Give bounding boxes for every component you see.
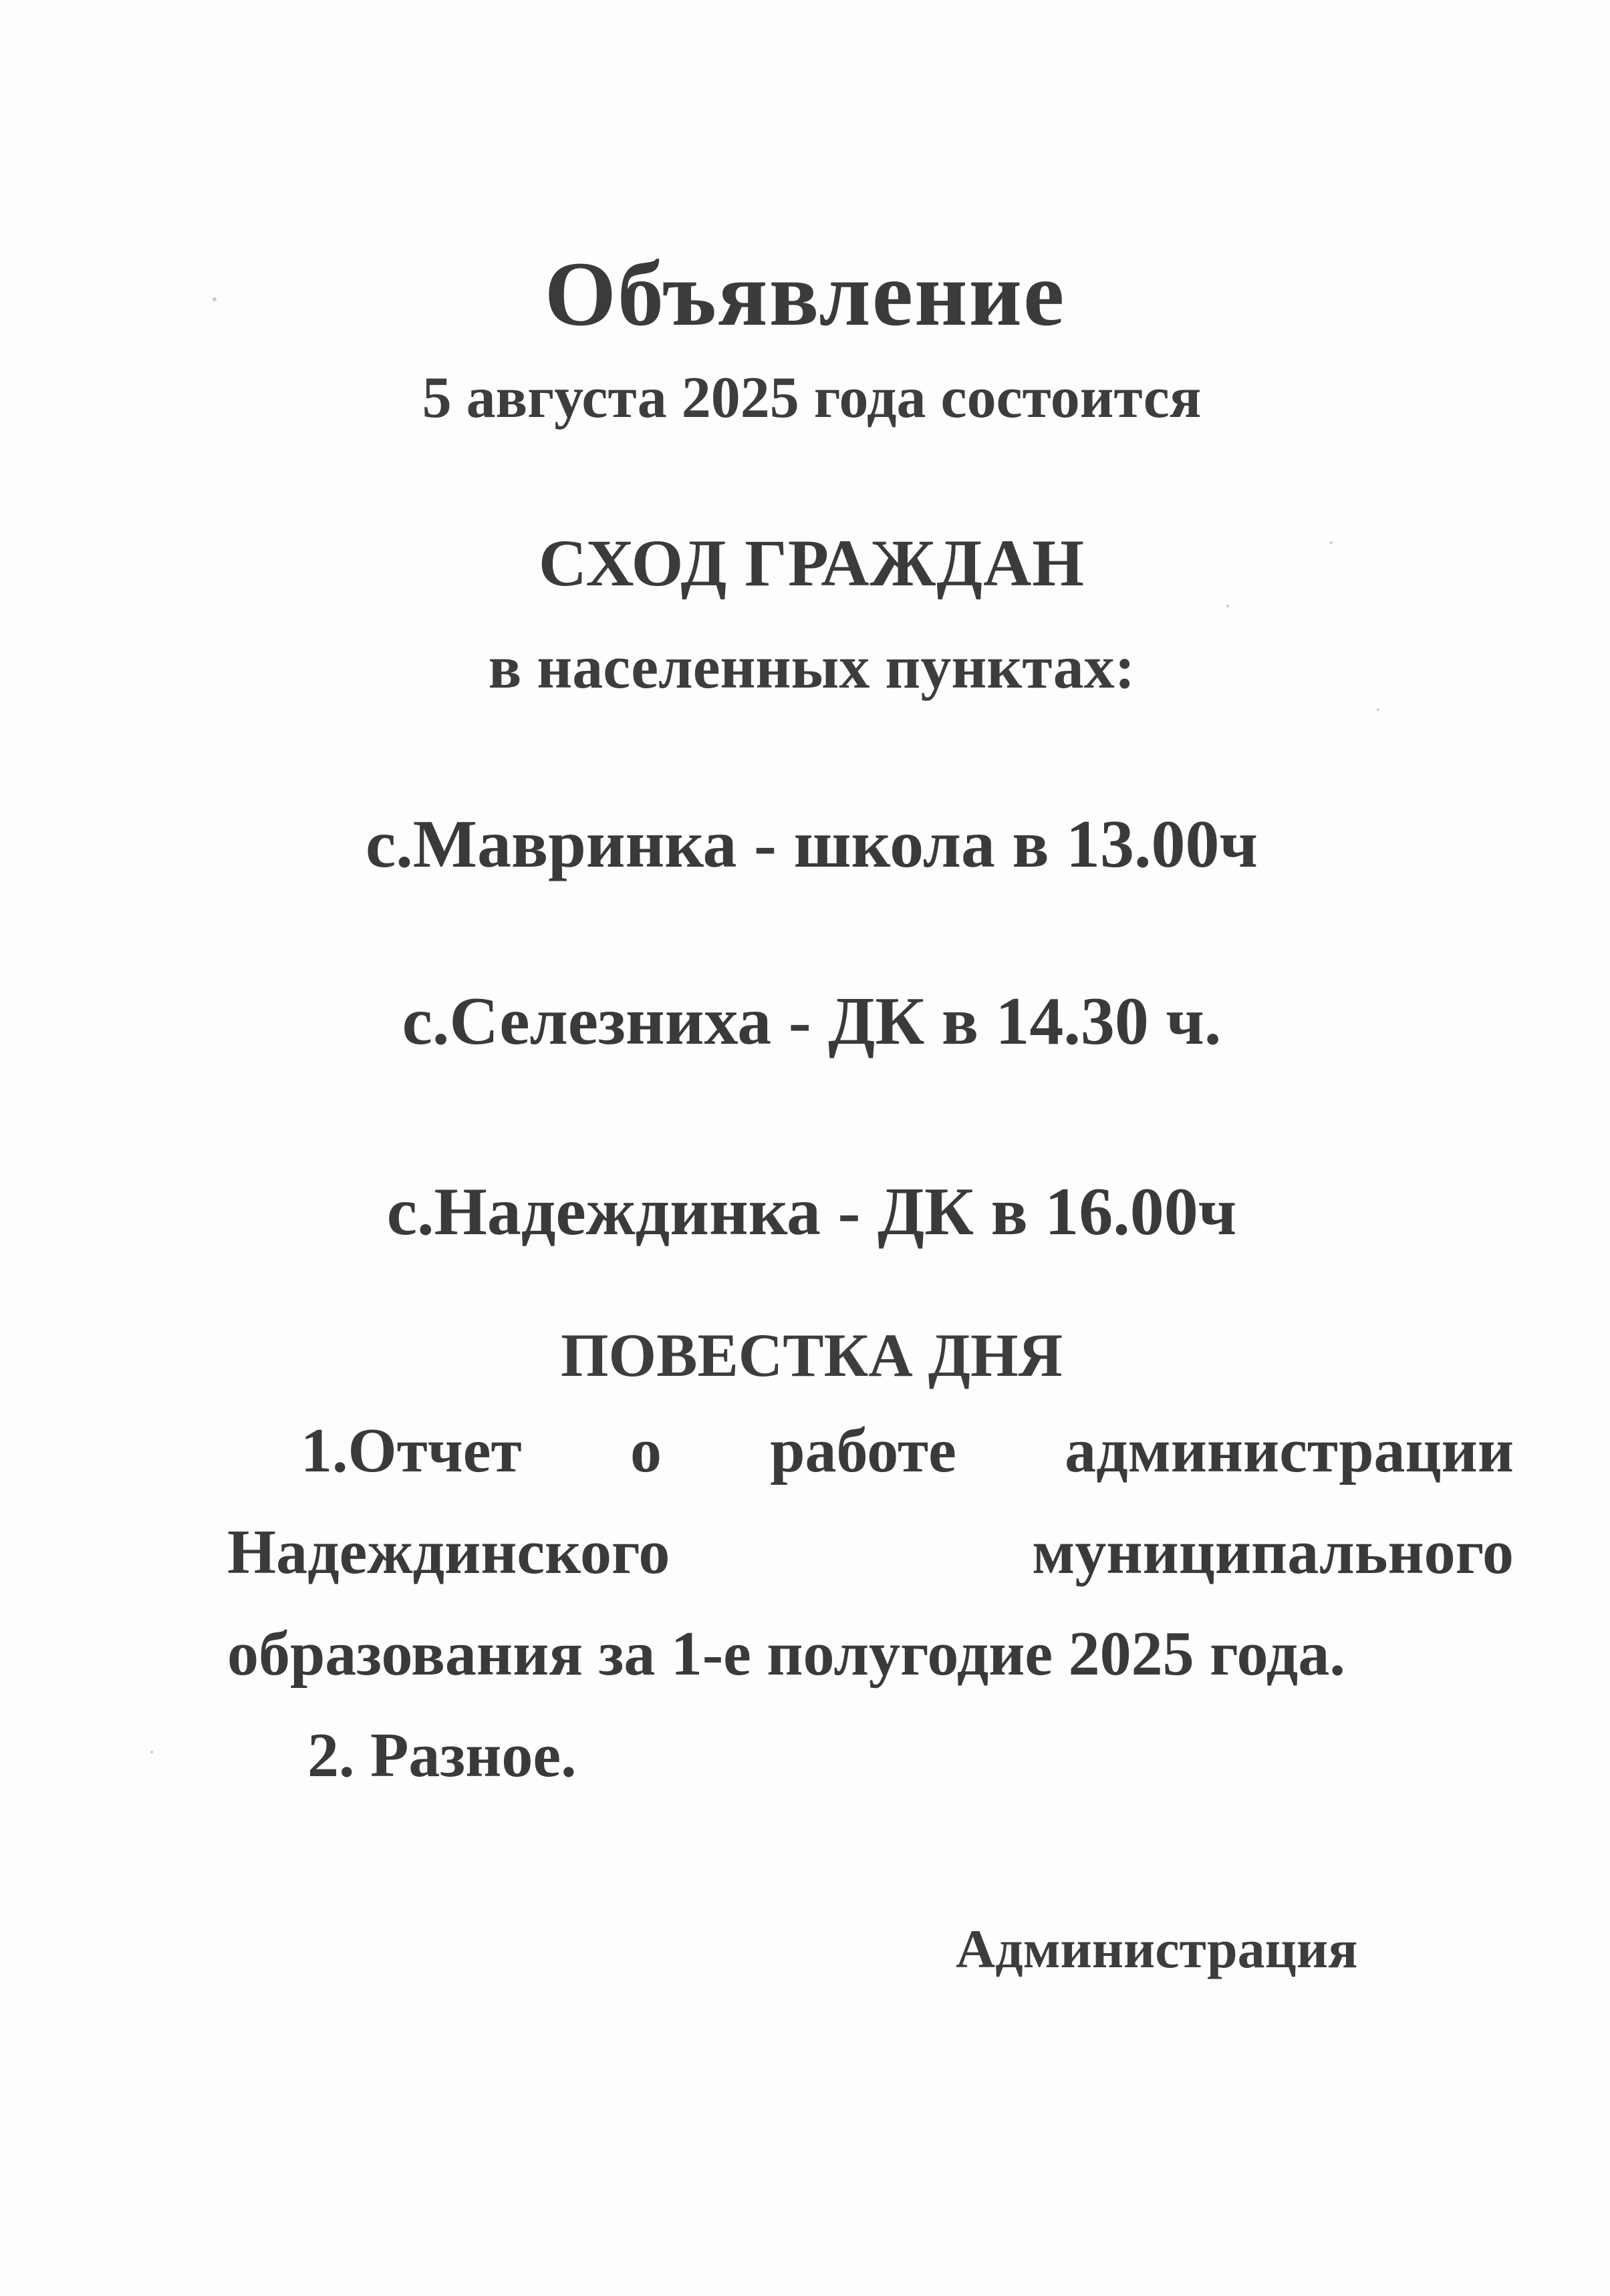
agenda-item: 1.Отчет о работе администрации Надеждинского муниципального образования за 1-е полугодие 2025 года. bbox=[227, 1416, 1514, 1689]
announcement-title: Объявление bbox=[544, 243, 1066, 345]
signature: Администрация bbox=[956, 1918, 1358, 1979]
scan-speck bbox=[1226, 605, 1229, 607]
locality-intro: в населенных пунктах: bbox=[488, 633, 1135, 701]
agenda-list bbox=[227, 1400, 1514, 1806]
scan-speck bbox=[150, 1751, 153, 1753]
event-date-line: 5 августа 2025 года состоится bbox=[422, 366, 1202, 430]
agenda-heading: ПОВЕСТКА ДНЯ bbox=[560, 1321, 1063, 1389]
event-title: СХОД ГРАЖДАН bbox=[538, 526, 1085, 600]
venue-item: с.Мавринка - школа в 13.00ч bbox=[365, 807, 1258, 882]
scan-speck bbox=[1377, 708, 1379, 711]
venue-item: с.Надеждинка - ДК в 16.00ч bbox=[386, 1174, 1237, 1250]
agenda-item: 2. Разное. bbox=[307, 1721, 577, 1790]
venue-item: с.Селезниха - ДК в 14.30 ч. bbox=[402, 984, 1222, 1059]
